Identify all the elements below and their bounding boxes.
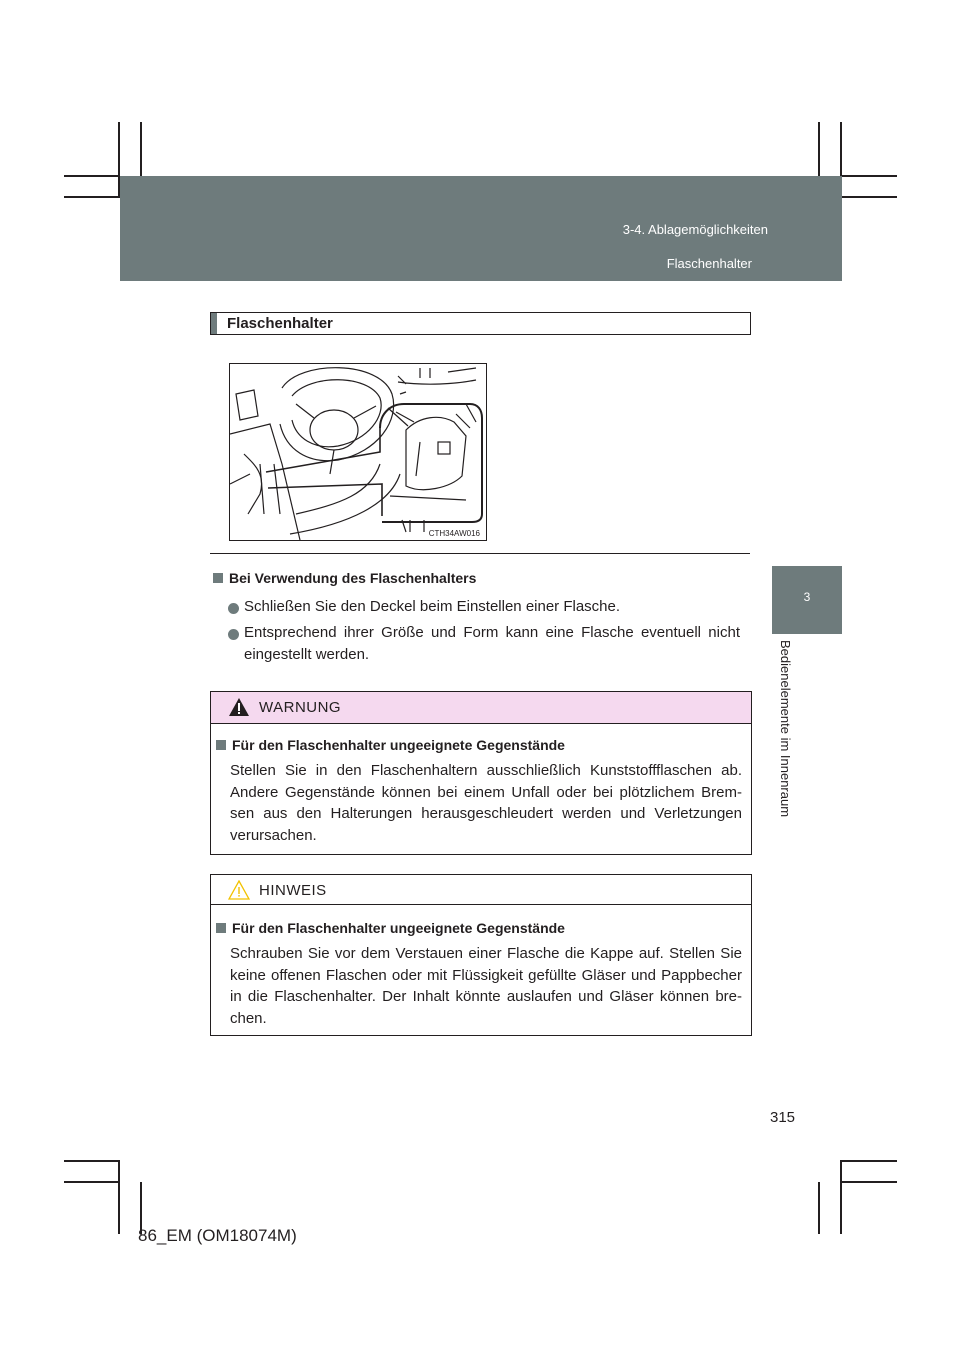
- crop-mark: [840, 1160, 842, 1234]
- square-bullet-icon: [216, 923, 226, 933]
- usage-bullet: Entsprechend ihrer Größe und Form kann eine Flasche eventuell nicht eingestellt werden.: [244, 624, 740, 663]
- page-number: 315: [770, 1109, 796, 1126]
- notice-subheading-text: Für den Flaschenhalter ungeeignete Gegenstände: [232, 920, 565, 936]
- usage-heading: [213, 570, 476, 586]
- round-bullet-icon: [228, 603, 239, 614]
- section-title-box: [210, 312, 751, 335]
- warning-subheading-text: Für den Flaschenhalter ungeeignete Gegenstände: [232, 737, 565, 753]
- crop-mark: [842, 196, 897, 198]
- warning-header: [211, 692, 751, 724]
- document-code: 86_EM (OM18074M): [138, 1226, 297, 1245]
- crop-mark: [818, 1182, 820, 1234]
- notice-triangle-icon: [228, 880, 250, 900]
- figure-code: CTH34AW016: [428, 529, 480, 538]
- section-title-bar: [211, 313, 217, 334]
- header-section-label: 3-4. Ablagemöglichkeiten: [622, 222, 768, 237]
- crop-mark: [842, 175, 897, 177]
- section-title: Flaschenhalter: [227, 315, 333, 332]
- square-bullet-icon: [216, 740, 226, 750]
- round-bullet-icon: [228, 629, 239, 640]
- chapter-side-label: Bedienelemente im Innenraum: [778, 640, 793, 818]
- dashboard-drawing: [230, 364, 486, 540]
- bottle-holder-illustration: [229, 363, 487, 541]
- warning-body: Stellen Sie in den Flaschenhaltern ausschließlich Kunststoffflaschen ab. Andere Gegenstände können bei einem Unfall oder bei plötzlichem Brem-sen aus den Halterungen herausgeschleudert werden und Verletzungen verursachen.: [230, 762, 742, 844]
- crop-mark: [64, 196, 120, 198]
- chapter-tab-number: 3: [803, 590, 811, 604]
- section-divider: [210, 553, 750, 554]
- crop-mark: [842, 1160, 897, 1162]
- crop-mark: [64, 1181, 120, 1183]
- notice-body: Schrauben Sie vor dem Verstauen einer Flasche die Kappe auf. Stellen Sie keine offenen Flaschen oder mit Flüssigkeit gefüllte Gläser und Pappbecher in die Flaschenhalter. Der Inhalt könnte auslaufen und Gläser können bre-chen.: [230, 945, 742, 1027]
- warning-box: [210, 691, 752, 855]
- crop-mark: [64, 1160, 120, 1162]
- crop-mark: [64, 175, 120, 177]
- crop-mark: [118, 1160, 120, 1234]
- notice-header: [211, 875, 751, 905]
- chapter-side-label-wrap: [778, 640, 810, 840]
- square-bullet-icon: [213, 573, 223, 583]
- notice-title: HINWEIS: [259, 882, 327, 899]
- warning-subheading: [216, 737, 565, 753]
- warning-title: WARNUNG: [259, 699, 342, 716]
- crop-mark: [140, 122, 142, 176]
- notice-box: [210, 874, 752, 1036]
- crop-mark: [842, 1181, 897, 1183]
- header-topic-label: Flaschenhalter: [666, 256, 752, 271]
- crop-mark: [818, 122, 820, 176]
- usage-bullet: Schließen Sie den Deckel beim Einstellen einer Flasche.: [244, 598, 621, 615]
- warning-triangle-icon: [228, 697, 250, 717]
- usage-heading-text: Bei Verwendung des Flaschenhalters: [229, 570, 477, 586]
- notice-subheading: [216, 920, 565, 936]
